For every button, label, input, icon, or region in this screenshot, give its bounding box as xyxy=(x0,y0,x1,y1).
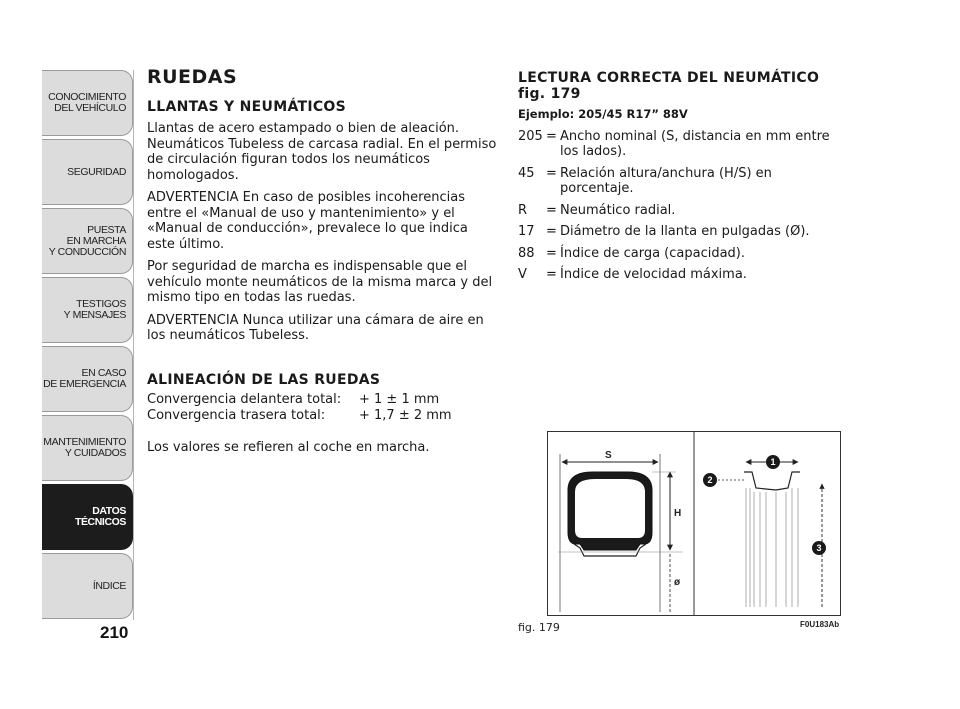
tab-puesta-en-marcha[interactable]: PUESTA EN MARCHA Y CONDUCCIÓN xyxy=(42,208,133,274)
sidebar-divider xyxy=(133,70,134,620)
rim-profile xyxy=(703,455,826,607)
tab-conocimiento-del-vehiculo[interactable]: CONOCIMIENTO DEL VEHÍCULO xyxy=(42,70,133,136)
paragraph: ADVERTENCIA Nunca utilizar una cámara de aire en los neumáticos Tubeless. xyxy=(147,312,484,343)
page-title: RUEDAS xyxy=(147,66,238,88)
tab-testigos-y-mensajes[interactable]: TESTIGOS Y MENSAJES xyxy=(42,277,133,343)
legend-equals: = xyxy=(546,128,557,144)
paragraph: Llantas de acero estampado o bien de aleación. Neumáticos Tubeless de carcasa radial. En el permiso de circulación figuran todos los neumáticos homologados. xyxy=(147,121,497,183)
legend-row xyxy=(518,246,848,262)
callout-1-label: 1 xyxy=(770,457,776,467)
tyre-diagram xyxy=(547,431,841,616)
spec-row xyxy=(147,392,497,408)
tab-datos-tecnicos[interactable]: DATOS TÉCNICOS xyxy=(42,484,133,550)
callout-3-label: 3 xyxy=(816,543,822,553)
spec-value: + 1 ± 1 mm xyxy=(359,392,440,407)
legend-code: 17 xyxy=(518,224,535,239)
legend-row xyxy=(518,166,848,197)
legend-equals: = xyxy=(546,245,557,261)
diameter-label: ø xyxy=(674,577,681,588)
legend-description: Neumático radial. xyxy=(560,202,676,218)
legend-description: Índice de carga (capacidad). xyxy=(560,245,746,261)
legend-row xyxy=(518,203,848,219)
page-number: 210 xyxy=(100,623,129,642)
legend-code: R xyxy=(518,202,528,218)
tyre-example: Ejemplo: 205/45 R17” 88V xyxy=(518,107,688,121)
legend-code: V xyxy=(518,267,527,282)
spec-label: Convergencia delantera total: xyxy=(147,392,342,407)
alignment-heading: ALINEACIÓN DE LAS RUEDAS xyxy=(147,371,381,388)
width-label: S xyxy=(605,450,612,461)
legend-equals: = xyxy=(546,165,557,181)
wheels-section xyxy=(147,66,497,463)
height-label: H xyxy=(674,508,682,519)
spec-value: + 1,7 ± 2 mm xyxy=(359,407,452,423)
legend-row xyxy=(518,224,848,240)
legend-description: Relación altura/anchura (H/S) en porcentaje. xyxy=(560,165,772,196)
legend-description: Índice de velocidad máxima. xyxy=(560,267,747,282)
legend-equals: = xyxy=(546,267,557,282)
figure-code: F0U183Ab xyxy=(800,620,840,629)
tyre-diagram-svg xyxy=(548,432,840,615)
tab-seguridad[interactable]: SEGURIDAD xyxy=(42,139,133,205)
figure-caption: fig. 179 xyxy=(518,621,560,634)
tyre-cross-section xyxy=(558,450,683,612)
tab-en-caso-de-emergencia[interactable]: EN CASO DE EMERGENCIA xyxy=(42,346,133,412)
spec-row xyxy=(147,408,497,424)
legend-description: Diámetro de la llanta en pulgadas (Ø). xyxy=(560,224,810,239)
paragraph: Por seguridad de marcha es indispensable que el vehículo monte neumáticos de la misma marca y del mismo tipo en todas las ruedas. xyxy=(147,259,493,305)
legend-code: 205 xyxy=(518,128,543,144)
spec-label: Convergencia trasera total: xyxy=(147,407,326,423)
legend-equals: = xyxy=(546,224,557,239)
tab-mantenimiento-y-cuidados[interactable]: MANTENIMIENTO Y CUIDADOS xyxy=(42,415,133,481)
tyre-reading-section xyxy=(518,70,848,289)
paragraph: ADVERTENCIA En caso de posibles incoherencias entre el «Manual de uso y mantenimiento» y el «Manual de conducción», prevalece lo que indica este último. xyxy=(147,190,468,252)
note: Los valores se refieren al coche en marcha. xyxy=(147,440,430,455)
rims-tyres-heading: LLANTAS Y NEUMÁTICOS xyxy=(147,98,347,115)
legend-row xyxy=(518,267,848,283)
tyre-reading-heading: LECTURA CORRECTA DEL NEUMÁTICO fig. 179 xyxy=(518,70,820,102)
legend-equals: = xyxy=(546,202,557,218)
legend-code: 45 xyxy=(518,165,535,181)
legend-description: Ancho nominal (S, distancia en mm entre los lados). xyxy=(560,128,830,159)
tab-indice[interactable]: ÍNDICE xyxy=(42,553,133,619)
legend-row xyxy=(518,129,848,160)
callout-2-label: 2 xyxy=(707,475,713,485)
legend-code: 88 xyxy=(518,245,535,261)
